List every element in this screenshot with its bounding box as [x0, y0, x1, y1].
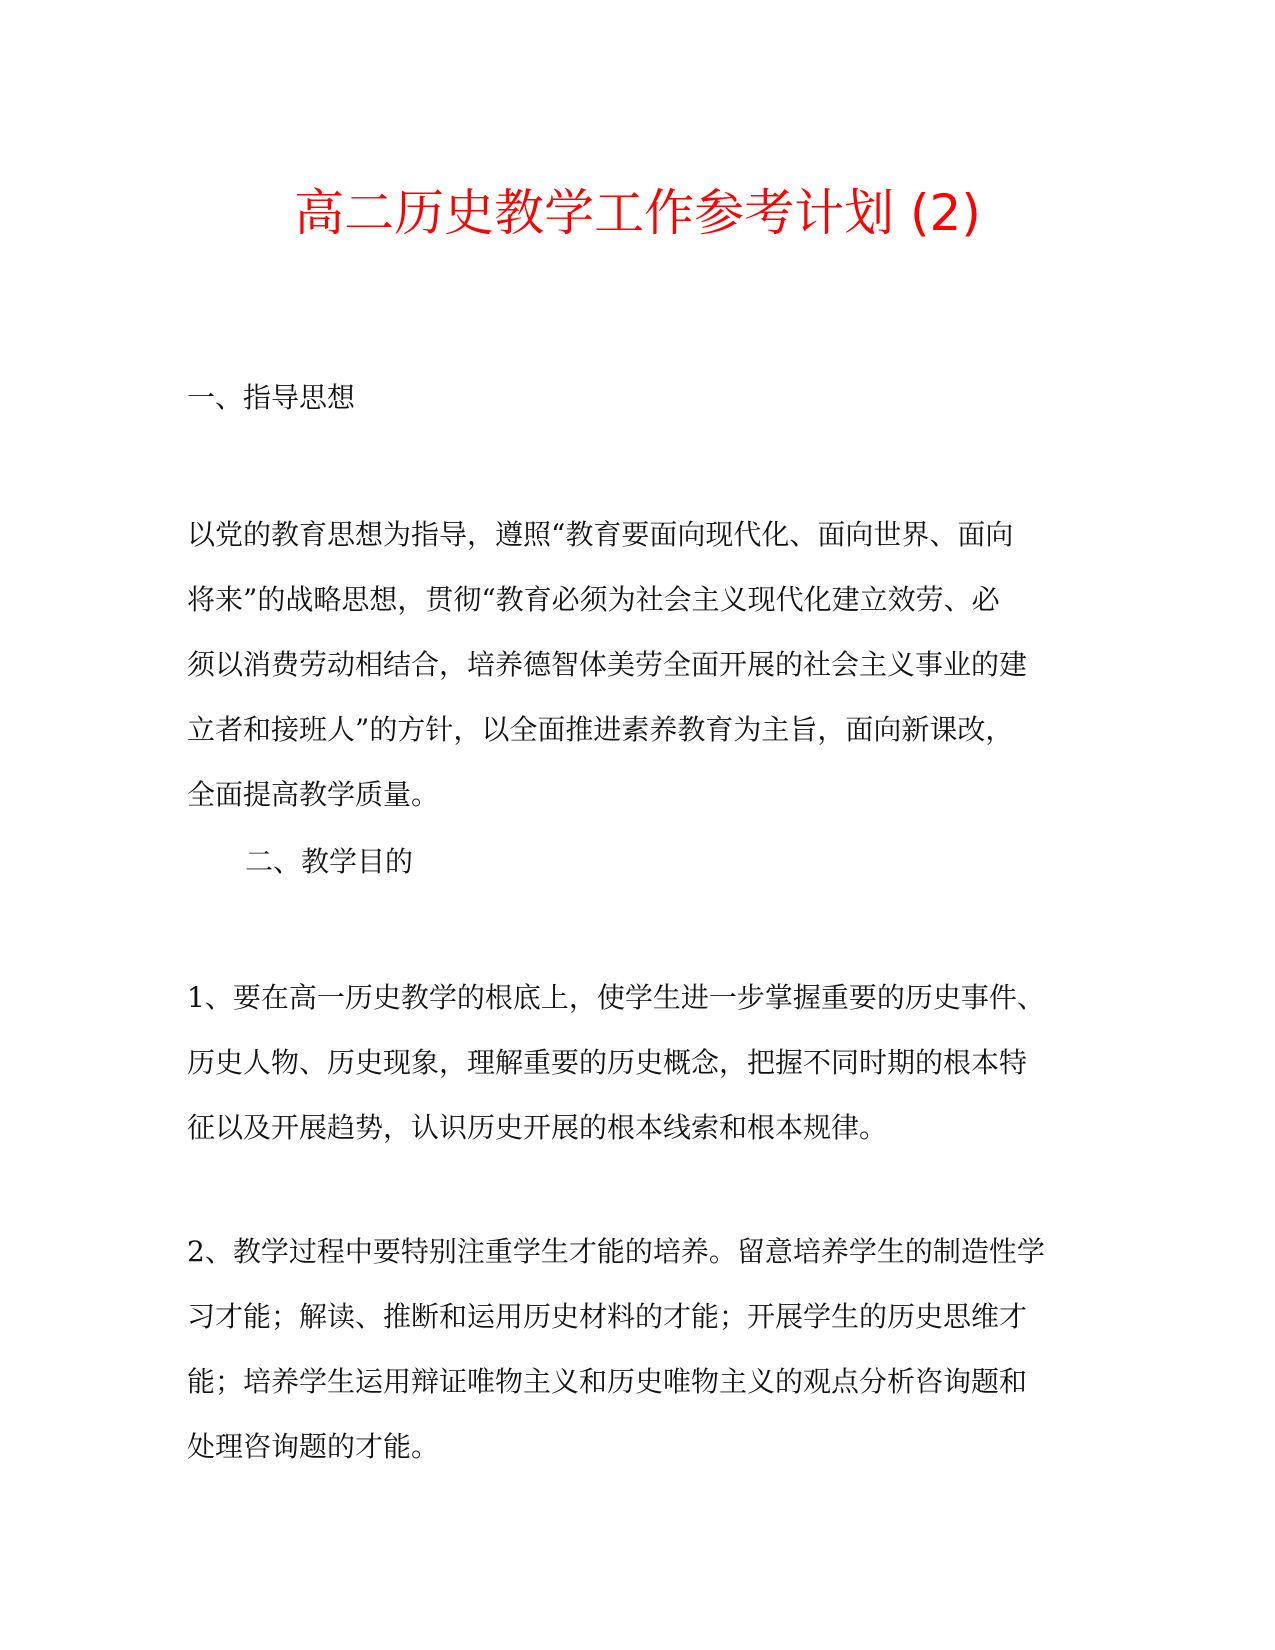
paragraph-line: 以党的教育思想为指导，遵照“教育要面向现代化、面向世界、面向: [187, 518, 1014, 551]
paragraph-line: 将来”的战略思想，贯彻“教育必须为社会主义现代化建立效劳、必: [187, 583, 1000, 616]
paragraph-line: 2、教学过程中要特别注重学生才能的培养。留意培养学生的制造性学: [187, 1235, 1045, 1268]
paragraph-goal-item-1: [187, 965, 1082, 1160]
paragraph-line: 历史人物、历史现象，理解重要的历史概念，把握不同时期的根本特: [187, 1046, 1028, 1079]
paragraph-line: 全面提高教学质量。: [187, 778, 440, 811]
paragraph-line: 立者和接班人”的方针，以全面推进素养教育为主旨，面向新课改，: [187, 713, 1014, 746]
paragraph-line: 1、要在高一历史教学的根底上，使学生进一步掌握重要的历史事件、: [187, 981, 1045, 1014]
paragraph-line: 处理咨询题的才能。: [187, 1430, 440, 1463]
paragraph-guiding-ideology: [187, 502, 1082, 827]
section-heading-teaching-goals: 二、教学目的: [245, 845, 414, 878]
paragraph-line: 须以消费劳动相结合，培养德智体美劳全面开展的社会主义事业的建: [187, 648, 1028, 681]
section-heading-guiding-ideology: 一、指导思想: [187, 381, 356, 414]
paragraph-line: 习才能；解读、推断和运用历史材料的才能；开展学生的历史思维才: [187, 1300, 1028, 1333]
paragraph-goal-item-2: [187, 1219, 1082, 1479]
document-title: 高二历史教学工作参考计划 (2): [294, 184, 981, 242]
paragraph-line: 能；培养学生运用辩证唯物主义和历史唯物主义的观点分析咨询题和: [187, 1365, 1028, 1398]
paragraph-line: 征以及开展趋势，认识历史开展的根本线索和根本规律。: [187, 1111, 888, 1144]
